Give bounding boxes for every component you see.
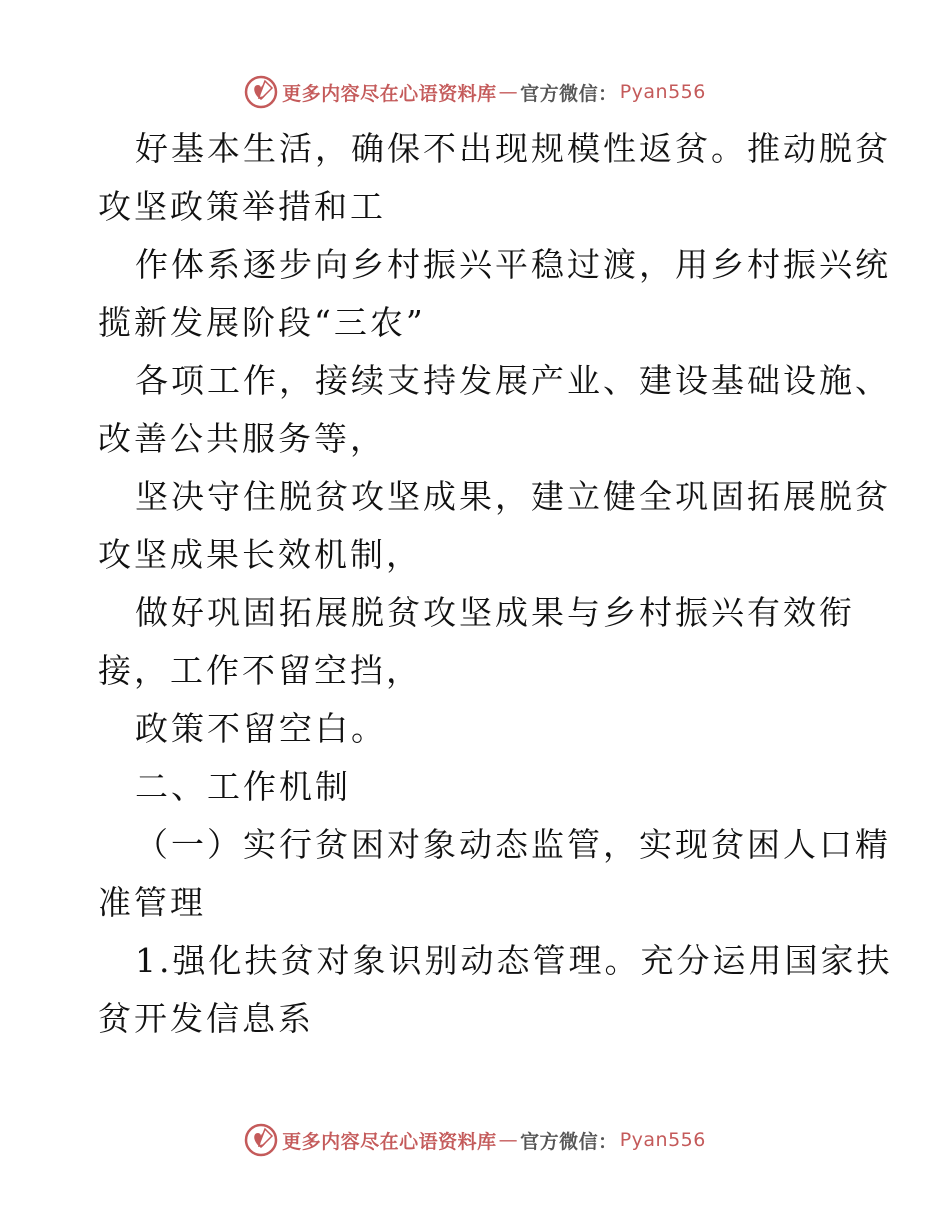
section-heading	[98, 758, 858, 816]
banner-separator: —	[498, 81, 519, 103]
text-line: 各项工作，接续支持发展产业、建设基础设施、	[135, 361, 891, 400]
text-line: 攻坚政策举措和工	[98, 187, 386, 226]
paragraph	[98, 352, 891, 468]
banner-colon: ：	[598, 82, 618, 105]
text-line: 接，工作不留空挡，	[98, 651, 422, 690]
text-line: 作体系逐步向乡村振兴平稳过渡，用乡村振兴统	[135, 245, 891, 284]
paragraph	[98, 584, 858, 700]
text-line: 坚决守住脱贫攻坚成果，建立健全巩固拓展脱贫	[135, 477, 891, 516]
paragraph	[98, 468, 891, 584]
text-line: 揽新发展阶段“三农”	[98, 303, 426, 342]
banner-main-text: 更多内容尽在心语资料库	[282, 1130, 497, 1153]
text-line: 做好巩固拓展脱贫攻坚成果与乡村振兴有效衔	[135, 593, 855, 632]
banner-main-text: 更多内容尽在心语资料库	[282, 82, 497, 105]
heart-pen-logo-icon	[244, 1123, 278, 1157]
banner-wechat-label: 官方微信	[520, 1130, 599, 1153]
document-body	[98, 120, 893, 1048]
paragraph	[98, 120, 891, 236]
text-line: 二、工作机制	[135, 767, 351, 806]
text-line: 贫开发信息系	[98, 999, 314, 1038]
subsection-heading	[98, 816, 891, 932]
text-line: 改善公共服务等，	[98, 419, 386, 458]
text-line: 好基本生活，确保不出现规模性返贫。推动脱贫	[135, 129, 891, 168]
text-line: 政策不留空白。	[135, 709, 387, 748]
text-line: 1.强化扶贫对象识别动态管理。充分运用国家扶	[135, 941, 893, 980]
heart-pen-logo-icon	[244, 75, 278, 109]
banner-separator: —	[498, 1129, 519, 1151]
header-banner	[0, 72, 950, 112]
banner-wechat-id: Pyan556	[619, 1129, 706, 1151]
banner-wechat-label: 官方微信	[520, 82, 599, 105]
banner-wechat-id: Pyan556	[619, 81, 706, 103]
text-line: 攻坚成果长效机制，	[98, 535, 422, 574]
text-line: 准管理	[98, 883, 206, 922]
paragraph	[98, 932, 893, 1048]
paragraph	[98, 236, 891, 352]
footer-banner	[0, 1120, 950, 1160]
text-line: （一）实行贫困对象动态监管，实现贫困人口精	[135, 825, 891, 864]
paragraph	[98, 700, 858, 758]
banner-colon: ：	[598, 1130, 618, 1153]
